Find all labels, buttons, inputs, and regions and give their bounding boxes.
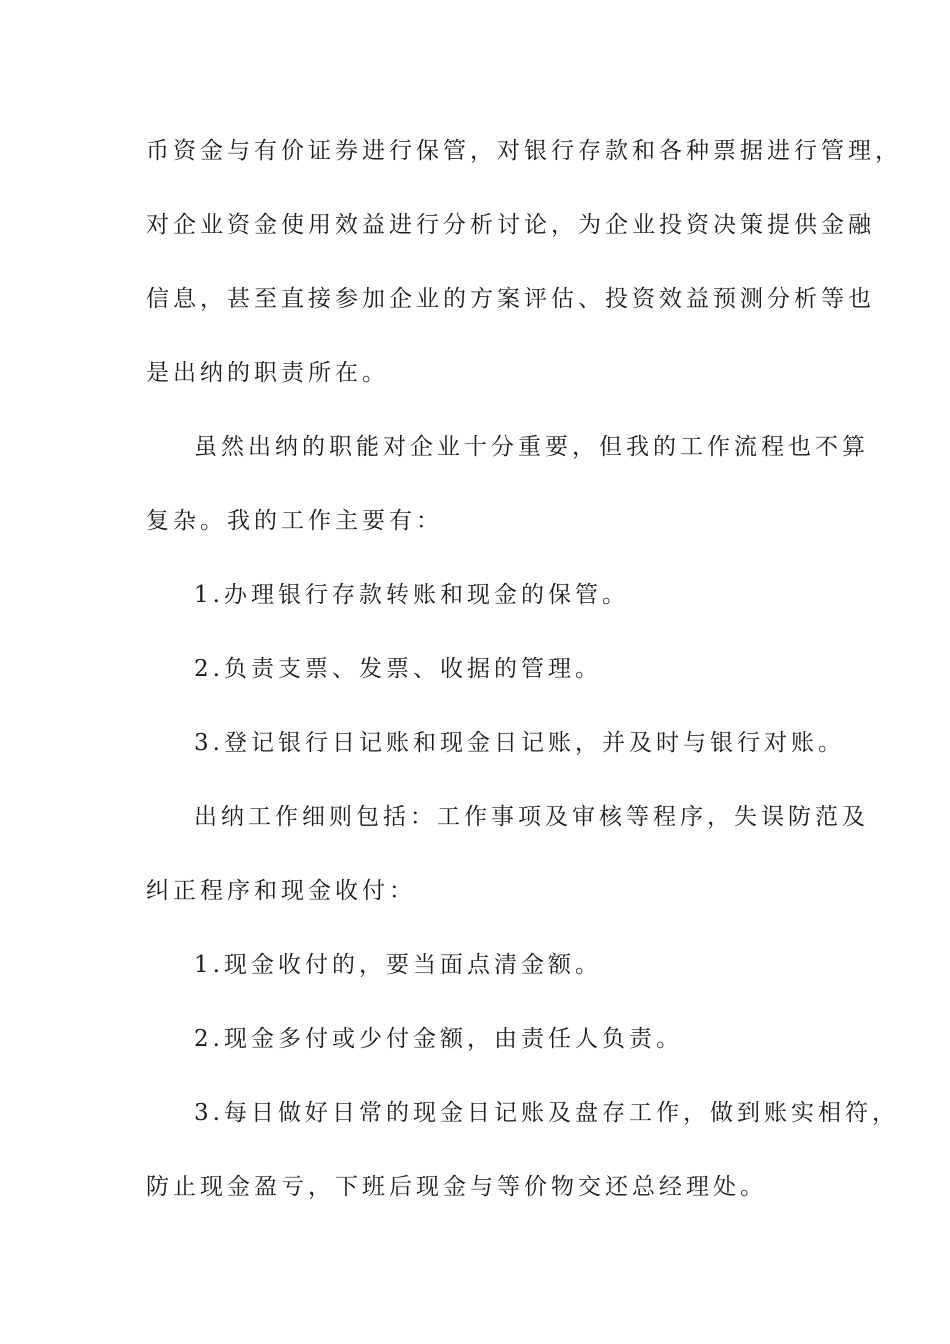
text-line: 出纳工作细则包括：工作事项及审核等程序，失误防范及 <box>194 804 869 830</box>
text-line: 对企业资金使用效益进行分析讨论，为企业投资决策提供金融 <box>146 212 875 238</box>
text-line: 币资金与有价证券进行保管，对银行存款和各种票据进行管理， <box>146 138 902 164</box>
list-item: 3.登记银行日记账和现金日记账，并及时与银行对账。 <box>194 730 845 756</box>
text-line: 信息，甚至直接参加企业的方案评估、投资效益预测分析等也 <box>146 286 875 312</box>
list-item: 1.现金收付的，要当面点清金额。 <box>194 952 602 978</box>
list-item: 3.每日做好日常的现金日记账及盘存工作，做到账实相符， <box>194 1100 899 1126</box>
list-item: 2.现金多付或少付金额，由责任人负责。 <box>194 1026 683 1052</box>
text-line: 虽然出纳的职能对企业十分重要，但我的工作流程也不算 <box>194 434 869 460</box>
list-item: 1.办理银行存款转账和现金的保管。 <box>194 582 629 608</box>
text-line: 复杂。我的工作主要有： <box>146 508 443 534</box>
text-line: 纠正程序和现金收付： <box>146 878 416 904</box>
list-item: 2.负责支票、发票、收据的管理。 <box>194 656 602 682</box>
text-line: 是出纳的职责所在。 <box>146 360 389 386</box>
text-line: 防止现金盈亏，下班后现金与等价物交还总经理处。 <box>146 1174 767 1200</box>
